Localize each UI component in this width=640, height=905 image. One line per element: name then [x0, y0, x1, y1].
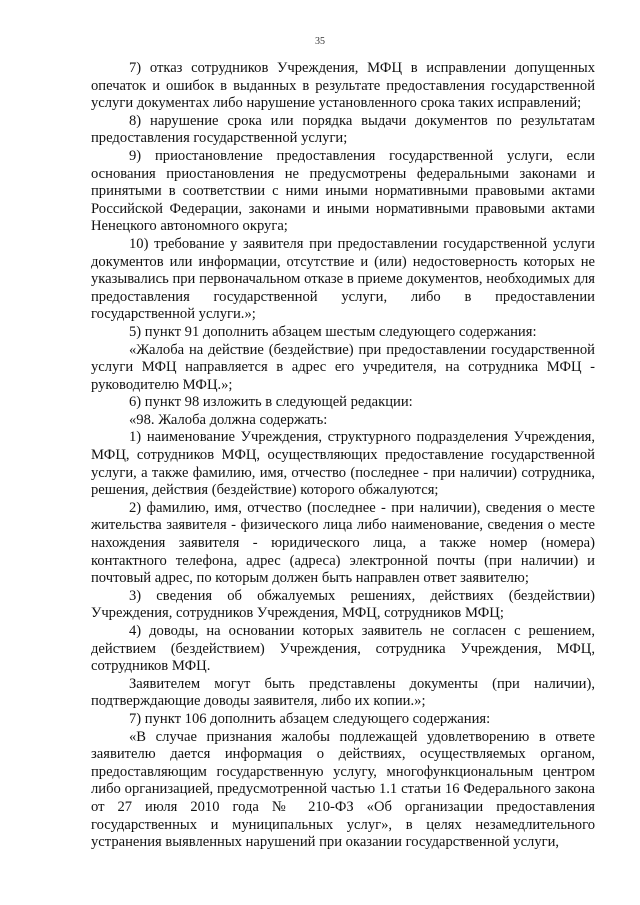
paragraph-point-106-addition: «В случае признания жалобы подлежащей удовлетворению в ответе заявителю дается информация о действиях, осуществляемых органом, предоставляющим государственную услугу, многофункциональным центром либо организацией, предусмотренной частью 1.1 статьи 16 Федерального закона от 27 июля 2010 года № 210-ФЗ «Об организации предоставления государственных и муниципальных услуг», в целях незамедлительного устранения выявленных нарушений при оказании государственной услуги,	[91, 728, 595, 851]
paragraph-supporting-documents: Заявителем могут быть представлены документы (при наличии), подтверждающие доводы заявителя, либо их копии.»;	[91, 675, 595, 710]
paragraph-item-10-requirement: 10) требование у заявителя при предоставлении государственной услуги документов или информации, отсутствие и (или) недостоверность которых не указывались при первоначальном отказе в приеме документов, необходимых для предоставления государственной услуги, либо в предоставлении государственной услуги.»;	[91, 235, 595, 323]
paragraph-item-8-deadline: 8) нарушение срока или порядка выдачи документов по результатам предоставления государственной услуги;	[91, 112, 595, 147]
paragraph-item-9-suspension: 9) приостановление предоставления государственной услуги, если основания приостановления не предусмотрены федеральными законами и принятыми в соответствии с ними иными нормативными правовыми актами Российской Федерации, законами и иными нормативными правовыми актами Ненецкого автономного округа;	[91, 147, 595, 235]
paragraph-complaint-mfc: «Жалоба на действие (бездействие) при предоставлении государственной услуги МФЦ направляется в адрес его учредителя, на сотрудника МФЦ - руководителю МФЦ.»;	[91, 341, 595, 393]
paragraph-item-7-refusal: 7) отказ сотрудников Учреждения, МФЦ в исправлении допущенных опечаток и ошибок в выданных в результате предоставления государственной услуги документах либо нарушение установленного срока таких исправлений;	[91, 60, 595, 112]
paragraph-complaint-item-2: 2) фамилию, имя, отчество (последнее - при наличии), сведения о месте жительства заявителя - физического лица либо наименование, сведения о месте нахождения заявителя - юридического лица, а также номер (номера) контактного телефона, адрес (адреса) электронной почты (при наличии) и почтовый адрес, по которым должен быть направлен ответ заявителю;	[91, 499, 595, 587]
paragraph-amendment-7: 7) пункт 106 дополнить абзацем следующего содержания:	[129, 710, 491, 727]
document-body	[91, 60, 595, 852]
paragraph-complaint-item-1: 1) наименование Учреждения, структурного подразделения Учреждения, МФЦ, сотрудников МФЦ, осуществляющих предоставление государственной услуги, а также фамилию, имя, отчество (последнее - при наличии) сотрудника, решения, действия (бездействие) которого обжалуются;	[91, 429, 595, 499]
paragraph-amendment-5: 5) пункт 91 дополнить абзацем шестым следующего содержания:	[129, 323, 537, 340]
paragraph-complaint-item-4: 4) доводы, на основании которых заявитель не согласен с решением, действием (бездействием) Учреждения, сотрудника Учреждения, МФЦ, сотрудников МФЦ.	[91, 623, 595, 675]
paragraph-complaint-item-3: 3) сведения об обжалуемых решениях, действиях (бездействии) Учреждения, сотрудников Учреждения, МФЦ, сотрудников МФЦ;	[91, 587, 595, 622]
page-number: 35	[315, 36, 325, 47]
paragraph-point-98: «98. Жалоба должна содержать:	[129, 411, 328, 428]
paragraph-amendment-6: 6) пункт 98 изложить в следующей редакции:	[129, 394, 413, 411]
